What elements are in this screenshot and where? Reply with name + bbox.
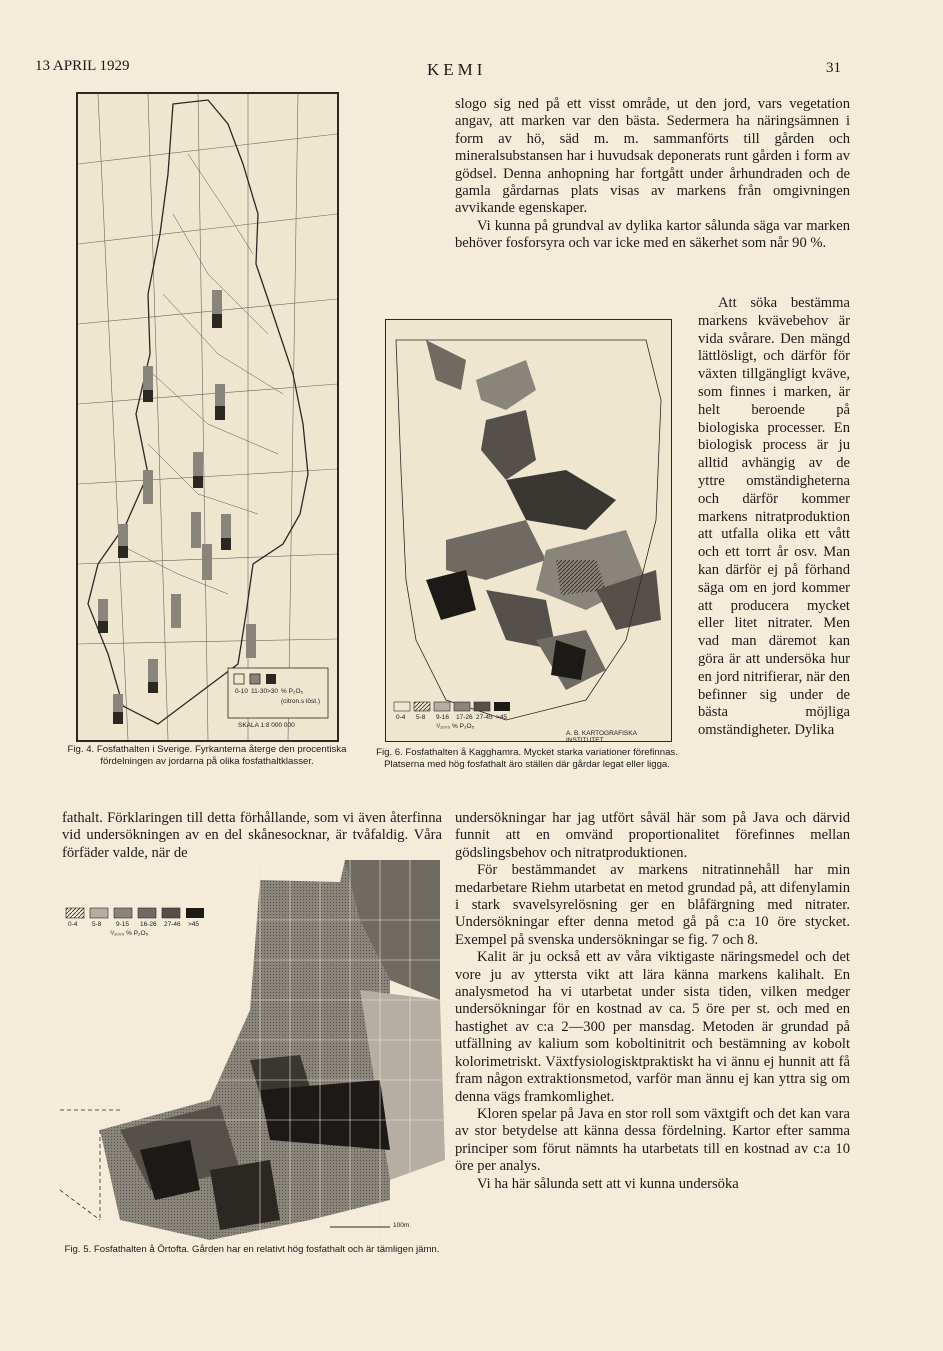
fig4-legend-range-2: >30	[267, 688, 279, 695]
fig5-scale-label: 100m	[393, 1222, 410, 1229]
fig4-map	[76, 92, 339, 742]
fig5-legend-range-5: >45	[188, 921, 200, 928]
fig5-map	[60, 860, 445, 1240]
journal-title: KEMI	[427, 60, 487, 79]
fig6-legend-range-0: 0-4	[396, 714, 406, 721]
fig6-map	[385, 319, 672, 742]
fig6-legend-range-2: 9-16	[436, 714, 450, 721]
fig6-legend-range-5: >45	[496, 714, 508, 721]
fig5-caption: Fig. 5. Fosfathalten å Örtofta. Gården har en relativt hög fosfathalt och är tämligen jämn.	[64, 1244, 440, 1255]
fig5-legend-range-4: 27-46	[164, 921, 181, 928]
page-number: 31	[826, 60, 841, 76]
fig4-caption: Fig. 4. Fosfathalten i Sverige. Fyrkanterna återge den procentiska fördelningen av jordarna på olika fosfathaltklasser.	[67, 744, 347, 767]
right-narrow-column: Att söka bestämma markens kvävebehov är vida svårare. Den mängd lättlösligt, och därför för växten tillgängligt kväve, som finnes i marken, är helt beroende på biologiska processer. En biologisk process är ju alltid avhängig av de yttre omständigheterna och därför kommer markens nitratproduktion att utfalla olika ett vått och ett torrt år osv. Man kan därför ej på förhand säga om en jord kommer att producera mycket eller litet nitrater. Men vad man däremot kan göra är att undersöka hur en jord nitrifierar, när den befinner sig under de bästa möjliga omständigheter. Dylika	[698, 295, 850, 739]
paragraph: undersökningar har jag utfört såväl här som på Java och därvid funnit att en omvänd proportionalitet förefinnes mellan gödslingsbehov och nitratproduktionen.	[455, 810, 850, 861]
fig4-legend-range-1: 11-30	[251, 688, 268, 695]
fig4-legend-unit: % P₂O₅	[281, 688, 304, 695]
fig5-legend-range-3: 16-26	[140, 921, 157, 928]
paragraph: Vi kunna på grundval av dylika kartor sålunda säga var marken behöver fosforsyra och var icke med en säkerhet som når 90 %.	[455, 217, 850, 252]
fig6-legend-range-1: 5-8	[416, 714, 426, 721]
right-column-top	[455, 96, 850, 253]
fig5-legend-range-0: 0-4	[68, 921, 78, 928]
ortofta-map-graphic	[60, 860, 445, 1240]
left-mid-text: fathalt. Förklaringen till detta förhållande, som vi även återfinna vid undersökningen av en del skånesocknar, är tvåfaldig. Våra förfäder valde, när de	[62, 810, 442, 861]
paragraph: slogo sig ned på ett visst område, ut den jord, vars vegetation angav, att marken var den bästa. Sedermera ha näringsämnen i form av hö, säd m. m. sammanförts till gården och mineralsubstansen har i huvudsak deponerats runt gården i form av gödsel. Denna anhopning har fortgått under århundraden och de gamla gårdarnas plats visas av markens från omgivningen avvikande egenskaper.	[455, 96, 850, 217]
fig6-legend-unit: ¹/₁₀₀₀ % P₂O₅	[436, 723, 475, 730]
fig6-credit: A. B. KARTOGRAFISKA INSTITUTET	[566, 730, 637, 744]
fig5-legend-range-2: 9-15	[116, 921, 130, 928]
sweden-map-graphic	[78, 94, 337, 740]
paragraph: Vi ha här sålunda sett att vi kunna undersöka	[477, 1175, 739, 1192]
right-column-bottom	[455, 810, 850, 1193]
fig6-caption: Fig. 6. Fosfathalten å Kagghamra. Mycket starka variationer förefinnas. Platserna med hög fosfathalt äro ställen där gårdar legat eller ligga.	[376, 747, 678, 770]
fig6-legend-range-4: 27-45	[476, 714, 493, 721]
fig5-legend-range-1: 5-8	[92, 921, 102, 928]
kagghamra-map-graphic	[386, 320, 671, 741]
fig4-scale: SKALA 1:8 000 000	[238, 722, 295, 729]
fig4-legend-range-0: 0-10	[235, 688, 249, 695]
paragraph: Kalit är ju också ett av våra viktigaste näringsmedel och det vore ju av yttersta vikt att lära känna markens kalihalt. En analysmetod ha vi utarbetat under sista tiden, vilken medger undersökningar för en kostnad av ca. 5 öre per st. och med en hastighet av c:a 2—300 per mansdag. Metoden är grundad på utfällning av kalium som koboltinitrit och bestämning av kobolt kolorimetriskt. Växtfysiologisktpraktiskt ha vi ännu ej hunnit att få fram någon extraktionsmetod, varför man ännu ej kan yttra sig om denna vägs framkomlighet.	[455, 949, 850, 1105]
paragraph: För bestämmandet av markens nitratinnehåll har min medarbetare Riehm utarbetat en metod grundad på, att difenylamin i stark svavelsyrelösning ger en blåfärgning med nitrater. Undersökningar efter denna metod gå på c:a 10 öre stycket. Exempel på svenska undersökningar se fig. 7 och 8.	[455, 862, 850, 948]
fig6-legend-range-3: 17-26	[456, 714, 473, 721]
fig4-legend-note: (citron.s löst.)	[281, 698, 321, 705]
fig5-legend-unit: ¹/₁₀₀₀ % P₂O₅	[110, 930, 149, 937]
paragraph: Kloren spelar på Java en stor roll som växtgift och det kan vara av stor betydelse att känna dessa fördelning. Kartor efter samma principer som förut nämnts ha utarbetats till en kostnad av c:a 10 öre per analys.	[455, 1105, 850, 1175]
page-date: 13 APRIL 1929	[35, 58, 130, 74]
